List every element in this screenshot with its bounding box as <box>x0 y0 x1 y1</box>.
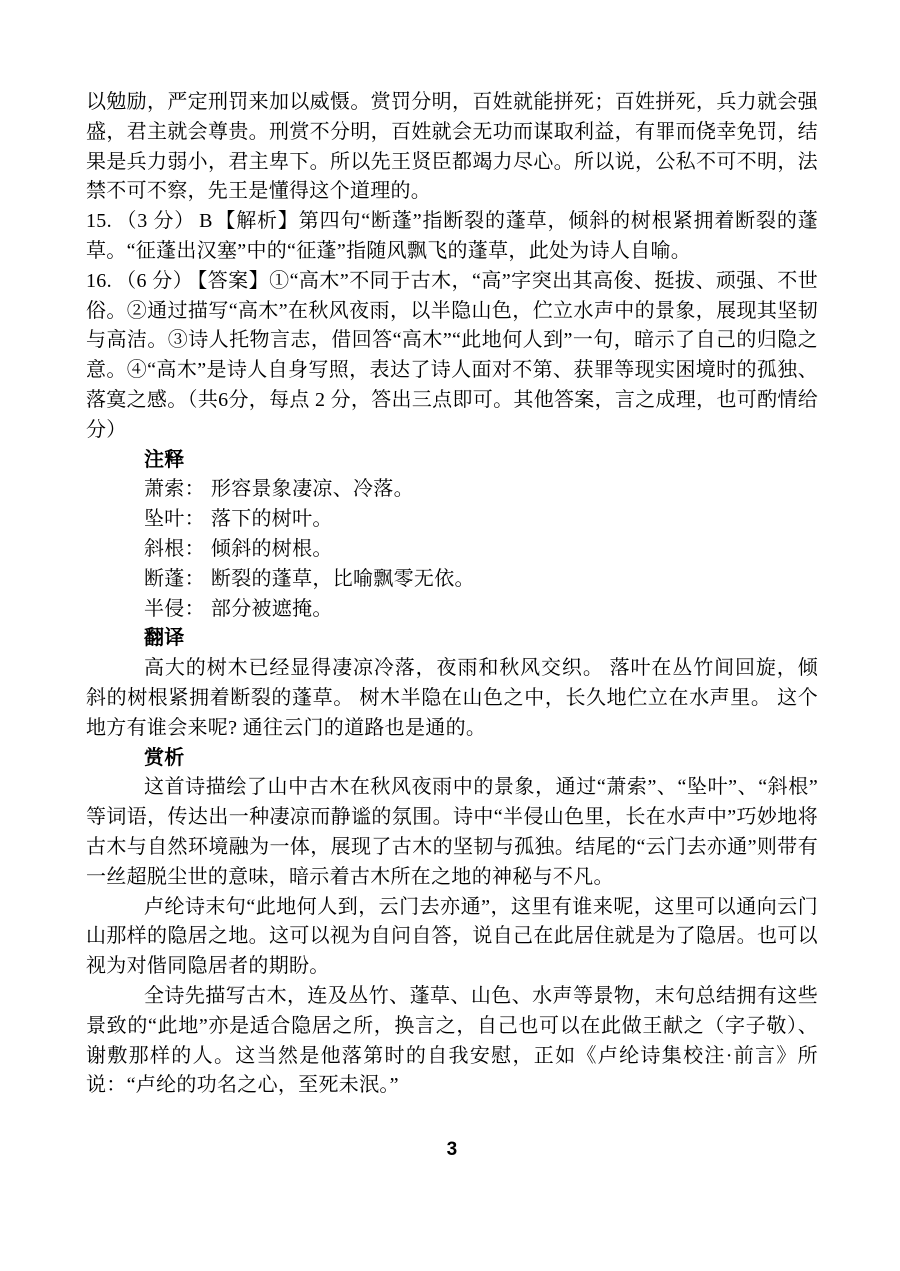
annotation-definition: 部分被遮掩。 <box>210 597 333 620</box>
question-15-number: 15. <box>86 210 112 233</box>
annotation-item <box>86 475 818 505</box>
document-body <box>86 88 818 1165</box>
continuation-paragraph: 以勉励，严定刑罚来加以威慑。赏罚分明，百姓就能拼死；百姓拼死，兵力就会强盛，君主就会尊贵。刑赏不分明，百姓就会无功而谋取利益，有罪而侥幸免罚，结果是兵力弱小，君主卑下。所以先王贤臣都竭力尽心。所以说，公私不可不明，法禁不可不察，先王是懂得这个道理的。 <box>86 91 818 203</box>
annotation-item <box>86 505 818 535</box>
annotation-item <box>86 595 818 625</box>
translation-paragraph: 高大的树木已经显得凄凉冷落，夜雨和秋风交织。 落叶在丛竹间回旋，倾斜的树根紧拥着断裂的蓬草。 树木半隐在山色之中，长久地伫立在水声里。 这个地方有谁会来呢? 通往云门的道路也是通的。 <box>86 657 818 739</box>
section-annotations <box>86 446 818 625</box>
annotation-definition: 形容景象凄凉、冷落。 <box>210 478 414 501</box>
annotation-term: 斜根： <box>144 537 205 560</box>
annotation-term: 半侵： <box>144 597 205 620</box>
question-16-number: 16. <box>86 269 112 292</box>
question-15-score: （3 分） <box>115 210 196 233</box>
question-16-text: ①“高木”不同于古木，“高”字突出其高俊、挺拔、顽强、不世俗。②通过描写“高木”在秋风夜雨，以半隐山色，伫立水声中的景象，展现其坚韧与高洁。③诗人托物言志，借回答“高木”“此地何人到”一句，暗示了自己的归隐之意。④“高木”是诗人自身写照，表达了诗人面对不第、获罪等现实困境时的孤独、落寞之感。（共6分，每点 2 分，答出三点即可。其他答案，言之成理，也可酌情给分） <box>86 269 819 441</box>
appreciation-paragraph: 卢纶诗末句“此地何人到，云门去亦通”，这里有谁来呢，这里可以通向云门山那样的隐居之地。这可以视为自问自答，说自己在此居住就是为了隐居。也可以视为对偕同隐居者的期盼。 <box>86 895 818 978</box>
question-15-answer <box>86 207 818 267</box>
annotation-item <box>86 535 818 565</box>
annotation-definition: 倾斜的树根。 <box>210 537 333 560</box>
question-15-answer-letter: B <box>199 210 213 233</box>
page-footer <box>86 1135 818 1165</box>
page-number: 3 <box>446 1139 458 1161</box>
question-16-marker: 【答案】 <box>197 269 270 292</box>
annotation-definition: 断裂的蓬草，比喻飘零无依。 <box>210 567 475 590</box>
question-16-score: （6 分） <box>115 269 194 292</box>
appreciation-paragraph: 这首诗描绘了山中古木在秋风夜雨中的景象，通过“萧索”、“坠叶”、“斜根”等词语，传达出一种凄凉而静谧的氛围。诗中“半侵山色里，长在水声中”巧妙地将古木与自然环境融为一体，展现了古木的坚韧与孤独。结尾的“云门去亦通”则带有一丝超脱尘世的意味，暗示着古木所在之地的神秘与不凡。 <box>86 776 818 888</box>
annotation-term: 坠叶： <box>144 508 205 531</box>
annotations-heading: 注释 <box>144 448 185 471</box>
section-appreciation <box>86 744 818 1102</box>
question-16-answer <box>86 267 818 446</box>
annotation-term: 断蓬： <box>144 567 205 590</box>
annotation-item <box>86 565 818 595</box>
appreciation-paragraph: 全诗先描写古木，连及丛竹、蓬草、山色、水声等景物，末句总结拥有这些景致的“此地”亦是适合隐居之所，换言之，自己也可以在此做王献之（字子敬）、谢敷那样的人。这当然是他落第时的自我安慰，正如《卢纶诗集校注·前言》所说：“卢纶的功名之心，至死未泯。” <box>86 984 818 1097</box>
translation-heading: 翻译 <box>144 627 185 650</box>
annotation-definition: 落下的树叶。 <box>210 508 333 531</box>
question-15-text: 第四句“断蓬”指断裂的蓬草，倾斜的树根紧拥着断裂的蓬草。“征蓬出汉塞”中的“征蓬”指随风飘飞的蓬草，此处为诗人自喻。 <box>86 210 819 262</box>
section-translation <box>86 624 818 743</box>
annotation-term: 萧索： <box>144 478 205 501</box>
question-15-marker: 【解析】 <box>214 210 299 233</box>
appreciation-heading: 赏析 <box>144 746 185 769</box>
